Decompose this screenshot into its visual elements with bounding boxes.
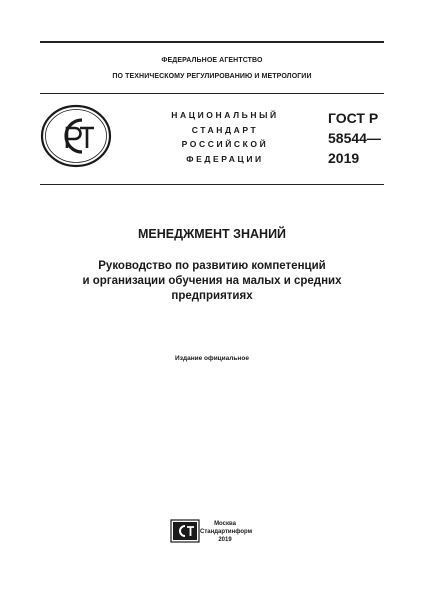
- standard-designation: [328, 108, 398, 168]
- national-standard-line1: НАЦИОНАЛЬНЫЙ: [171, 110, 279, 120]
- agency-name-line2: ПО ТЕХНИЧЕСКОМУ РЕГУЛИРОВАНИЮ И МЕТРОЛОГИИ: [112, 73, 312, 80]
- designation-line1: ГОСТ Р: [328, 110, 379, 126]
- top-rule: [40, 41, 384, 43]
- publisher-city: Москва: [214, 521, 236, 527]
- national-standard-line3: РОССИЙСКОЙ: [181, 139, 269, 149]
- national-standard-line2: СТАНДАРТ: [191, 124, 259, 135]
- gost-r-emblem-icon: [40, 104, 112, 168]
- subtitle-line1: Руководство по развитию компетенций: [98, 260, 326, 272]
- standartinform-logo-icon: [170, 519, 200, 543]
- designation-line2: 58544—: [328, 130, 381, 146]
- document-title: МЕНЕДЖМЕНТ ЗНАНИЙ: [137, 227, 287, 241]
- edition-label: Издание официальное: [175, 355, 249, 362]
- subtitle-line2: и организации обучения на малых и средних: [82, 275, 342, 287]
- header-rule: [40, 93, 384, 94]
- publisher-name: Стандартинформ: [200, 529, 253, 535]
- publisher-block: [200, 520, 253, 544]
- national-standard-block: [150, 108, 300, 166]
- designation-line3: 2019: [328, 150, 360, 166]
- agency-name-line1: ФЕДЕРАЛЬНОЕ АГЕНТСТВО: [161, 57, 263, 64]
- publisher-year: 2019: [218, 537, 232, 543]
- subtitle-line3: предприятиях: [171, 290, 253, 302]
- national-standard-line4: ФЕДЕРАЦИИ: [186, 153, 264, 164]
- divider-rule: [40, 184, 384, 185]
- document-subtitle: [40, 259, 384, 304]
